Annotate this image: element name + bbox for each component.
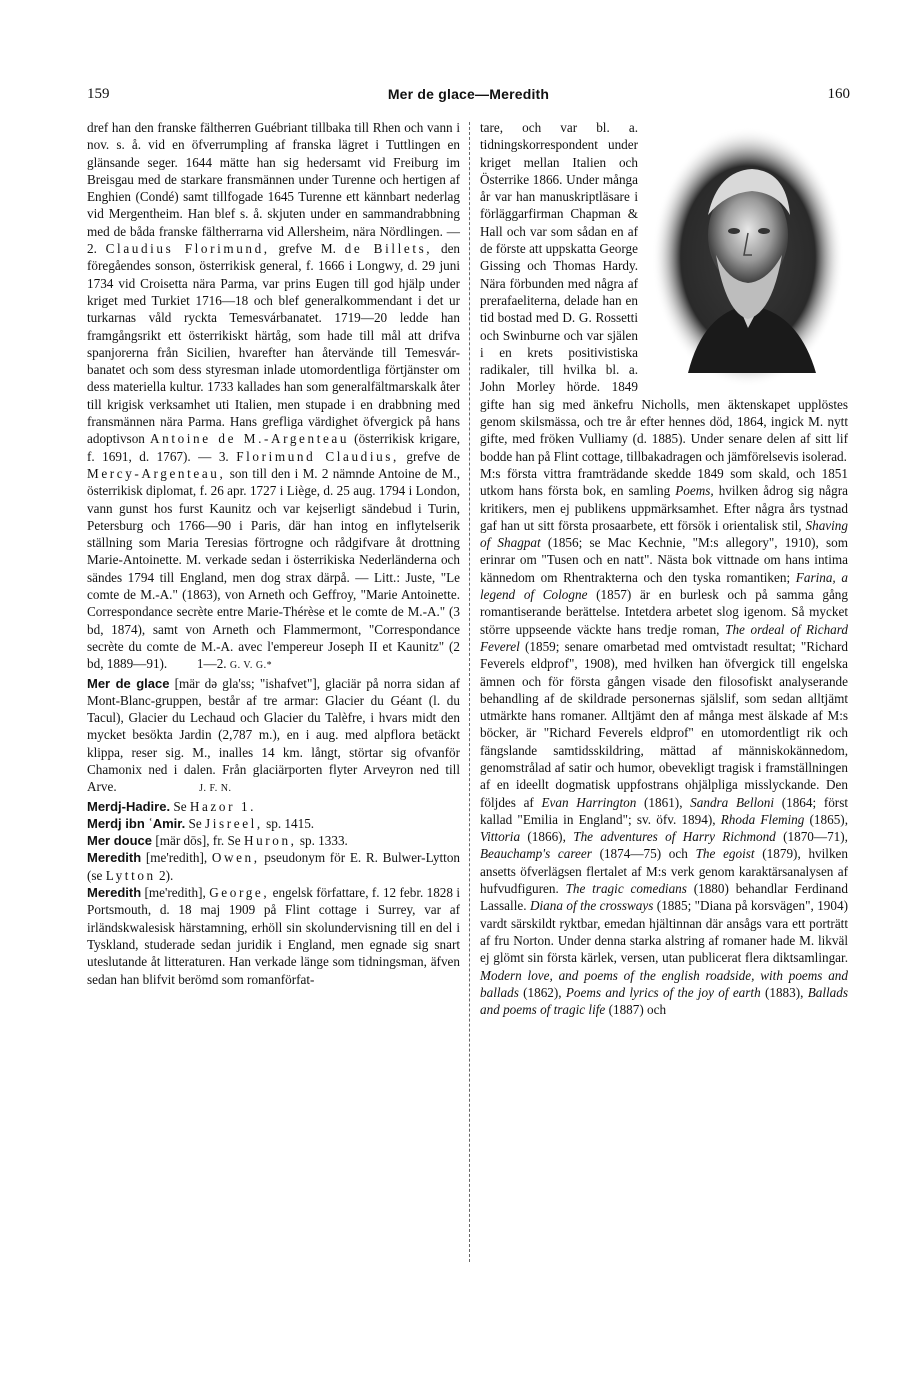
text-run: (1866), (520, 829, 574, 845)
work-title: Rhoda Fleming (720, 811, 805, 827)
entry-meredith-owen (87, 849, 460, 884)
running-head: Mer de glace—Meredith (387, 86, 550, 102)
meredith-works-paragraph (480, 465, 848, 1019)
text-run: grefve de (398, 448, 460, 464)
spaced-name: Florimund Claudius, (236, 448, 399, 464)
text-run: dref han den franske fältherren Guébriant tillbaka till Rhen och vann i nov. s. å. vid en öfverrumpling af franska lägret i Tuttlingen en glänsande seger. 1644 mätte han sig hedersamt vid Freiburg im Breisgau med de starkare fransmännen under Turenne och hertigen af Enghien (Condé) samt tillfogade 1645 Turenne ett kännbart nederlag vid Mergentheim. Han blef s. å. skjuten under en sammandrabbning med de båda franske fältherrarna vid Allersheim, nära Nördlingen. — 2. (87, 120, 460, 257)
column-divider (469, 122, 470, 1262)
text-run: son till den i M. 2 nämnde Antoine de M., österrikisk diplomat, f. 26 apr. 1727 i Liège, d. 25 aug. 1794 i London, vann gunst hos furst Kaunitz och var kejserligt sändebud i Turin, Petersburg och 1766—90 i Paris, där han intog en inflytelserik ställning som Maria Teresias förtrogne och rådgifvare åt drottning Marie-Antoinette. M. verkade sedan i österrikiska Nederländerna och sändes 1794 till England, men dog strax därpå. — Litt.: Juste, "Le comte de M.-A." (1863), von Arneth och Geffroy, "Marie Antoinette. Correspondance secrète entre Marie-Thérèse et le comte de M.-A." (3 bd, 1874), samt von Arneth och Flammermont, "Correspondance secrète du comte de M.-A. avec l'empereur Joseph II et Kaunitz" (2 bd, 1889—91). (87, 465, 460, 672)
entry-merdj-hadire (87, 798, 460, 815)
page-header (87, 86, 850, 108)
headword: Mer de glace (87, 675, 170, 691)
signature-numbers: 1—2. (196, 656, 227, 672)
cross-reference: Jisreel, (205, 815, 263, 831)
text-run: [mär də gla'ss; "ishafvet"], glaciär på norra sidan af Mont-Blanc-gruppen, består af tre armar: Glacier du Géant (l. du Tacul), Glacier du Lechaud och Glacier du Talèfre, i hvars midt den mycket besökta Jardin (2,787 m.), en i aug. med alpflora betäckt klippa, reser sig. M., inalles 14 km. långt, störtar sig ofvanför Chamonix ned i dalen. Från glaciärporten flyter Arveyron ned till Arve. (87, 675, 460, 795)
text-run: (1862), (518, 984, 566, 1000)
work-title: Sandra Belloni (690, 794, 775, 810)
cross-reference: Lytton (105, 867, 156, 883)
work-title: Modern love, and poems of the english roadside, with poems and ballads (480, 967, 848, 1000)
page-number-right: 160 (827, 86, 850, 102)
meredith-biography-cont (480, 119, 848, 465)
headword: Merdj-Hadire. (87, 798, 171, 814)
text-run: [me'redith], (141, 885, 210, 901)
text-run: 2). (155, 867, 174, 883)
entry-mercy-text (87, 119, 460, 675)
headword: Meredith (87, 885, 142, 901)
headword: Mer douce (87, 833, 153, 849)
cross-reference: Hazor 1. (189, 798, 257, 814)
text-run: [mär dōs], fr. Se (152, 833, 244, 849)
cross-reference: Huron, (243, 833, 297, 849)
text-run: (1874—75) och (591, 846, 696, 862)
work-title: Poems and lyrics of the joy of earth (565, 984, 761, 1000)
right-column (480, 119, 848, 1018)
spaced-name: Owen, (211, 850, 260, 866)
work-title: Beauchamp's career (480, 846, 592, 862)
text-run: (1885; "Diana på korsvägen", 1904) vardt särskildt ryktbar, emedan hjältinnan där ansågs vara ett porträtt af fru Norton. Under denna starka alstring af romaner hade M. likväl ej glömt sin första kärlek, versen, utan publicerat flera diktsamlingar. (480, 898, 848, 966)
text-run: (1861), (636, 794, 691, 810)
text-run: Se (170, 798, 190, 814)
headword: Meredith (87, 850, 142, 866)
left-column (87, 119, 460, 988)
spaced-name: Claudius Florimund, (105, 241, 270, 257)
spaced-name: George, (209, 885, 270, 901)
work-title: The tragic comedians (565, 881, 687, 897)
text-run: (1879), hvilken ansetts öfverlägsen flertalet af M:s verk genom karaktärsanalysen af hufvudfiguren. (480, 846, 849, 897)
work-title: Shaving of Shagpat (480, 517, 848, 551)
work-title: Evan Harrington (541, 794, 637, 810)
text-run: (1864; först kallad "Emilia in England"; sv. öfv. 1894), (480, 794, 848, 827)
author-signature: J. F. N. (199, 783, 232, 795)
headword: Merdj ibn ʿAmir. (87, 815, 186, 831)
text-run: (1857) är en burlesk och på samma gång romantiserande berättelse. Intetdera arbetet slog igenom. Så mycket större uppseende väckte hans tredje roman, (480, 587, 848, 637)
text-run: sp. 1333. (296, 833, 348, 849)
text-run: M:s första vittra framträdande skedde 1849 som skald, och 1851 utkom hans första bok, en samling (480, 465, 848, 499)
spaced-name: Antoine de M.-Argenteau (150, 431, 350, 447)
text-run: (1870—71), (775, 829, 848, 845)
text-run: (1880) behandlar Ferdinand Lassalle. (480, 881, 848, 914)
page-number-left: 159 (87, 86, 110, 102)
text-run: (1887) och (605, 1002, 667, 1018)
text-run: grefve M. (269, 241, 345, 257)
text-run: (1859; senare omarbetad med omtvistadt resultat; "Richard Feverels eldprof", 1908), med hvilken han öfvergick till engelska ämnen och för första gången visade den filosofiskt analyserande behandling af de skildrade personernas själslif, som sedan alltjämt utmärkte hans romaner. Alltjämt den af många mest älskade af M:s böcker, är "Richard Feverels eldprof" en utomordentligt rik och fängslande samtidsskildring, mättad af människokännedom, genomstrålad af satir och humor, obevekligt tragisk i framställningen af en ideellt dogmatisk uppfostrans ohjälpliga misslyckande. Den följdes af (480, 638, 848, 810)
entry-merdj-ibn-amir (87, 815, 460, 832)
text-run: (1865), (804, 811, 848, 827)
text-run: hvilken ådrog sig några kritikers, men ej publikens uppmärksamhet. Efter några års tystnad gaf han ut sitt första prosaarbete, ett försök i orientalisk stil, (480, 483, 848, 533)
text-run: Se (185, 815, 206, 831)
portrait-engraving-icon (648, 123, 848, 391)
entry-meredith-george (87, 884, 460, 988)
author-signature: G. V. G.* (229, 660, 273, 672)
work-title: The adventures of Harry Richmond (573, 829, 776, 845)
spaced-name: de Billets, (344, 241, 433, 257)
text-run: tare, och var bl. a. tidningskorrespondent under kriget mellan Italien och Österrike 1866. Under många år var han manuskriptläsare i förläggarfirman Chapman & Hall och var som sådan en af de förste att uppskatta George Gissing och Thomas Hardy. Nära förbunden med några af prerafaeliterna, delade han en tid bostad med D. G. Rossetti och Swinburne och var själen i en krets positivistiska radikaler, till hvilka bl. a. John Morley hörde. 1849 gifte han sig med änkefru Nicholls, men äktenskapet upplöstes genom skilsmässa, och tre år efter hennes död, 1864, ingick M. nytt gifte, med fröken Vulliamy (d. 1885). Under senare delen af sitt lif bodde han på Flint cottage, tillbakadragen och jämförelsevis isolerad. (480, 120, 848, 464)
work-title: Poems, (675, 483, 714, 499)
text-run: (österrikisk krigare, f. 1691, d. 1767). — 3. (87, 431, 460, 464)
work-title: Diana of the crossways (529, 898, 654, 914)
text-run: (1856; se Mac Kechnie, "M:s allegory", 1910), som erinrar om "Tusen och en natt". Nästa bok vittnade om hans intima kännedom om Rhentrakterna och den tyska romantiken; (480, 535, 849, 585)
entry-mer-de-glace (87, 675, 460, 798)
text-run: (1883), (760, 984, 808, 1000)
text-run: sp. 1415. (262, 815, 315, 831)
work-title: The egoist (695, 846, 755, 862)
text-run: engelsk författare, f. 12 febr. 1828 i Portsmouth, d. 18 maj 1909 på Flint cottage i Surrey, var af irländskwalesisk härstamning, erhöll sin skolundervisning till en del i Tyskland, studerade sedan juridik i England, men egnade sig snart uteslutande åt litteraturen. Han verkade länge som tidningsman, äfven sedan han blifvit berömd som romanförfat- (87, 885, 461, 987)
entry-mer-douce (87, 832, 460, 849)
spaced-name: Mercy-Argenteau, (87, 465, 226, 481)
work-title: Farina, a legend of Cologne (480, 569, 848, 603)
work-title: Vittoria (480, 829, 521, 845)
text-run: pseudonym för E. R. Bulwer-Lytton (se (87, 850, 461, 883)
text-run: den föregåendes sonson, österrikisk general, f. 1666 i Longwy, d. 29 juni 1734 vid Croisetta nära Parma, var prins Eugen till god hjälp under kriget med Turkiet 1716—18 och blef generalkommendant i det ur turkarnas våld ryckta Temesvárbanatet. 1719—20 ledde han framgångsrikt ett österrikiskt härtåg, som hade till mål att drifva spanjorerna från Sicilien, hvarefter han återvände till Temesvár-banatet och som dess styresman inlade utomordentliga förtjänster om dess materiella kultur. 1733 kallades han som generalfältmarskalk åter till krigisk verksamhet uti Italien, men stupade i en drabbning med fransmännen nära Parma. Hans grefliga värdighet öfvergick på hans adoptivson (87, 241, 461, 447)
work-title: The ordeal of Richard Feverel (480, 621, 848, 654)
text-run: [me'redith], (141, 850, 212, 866)
work-title: Ballads and poems of tragic life (480, 984, 848, 1018)
